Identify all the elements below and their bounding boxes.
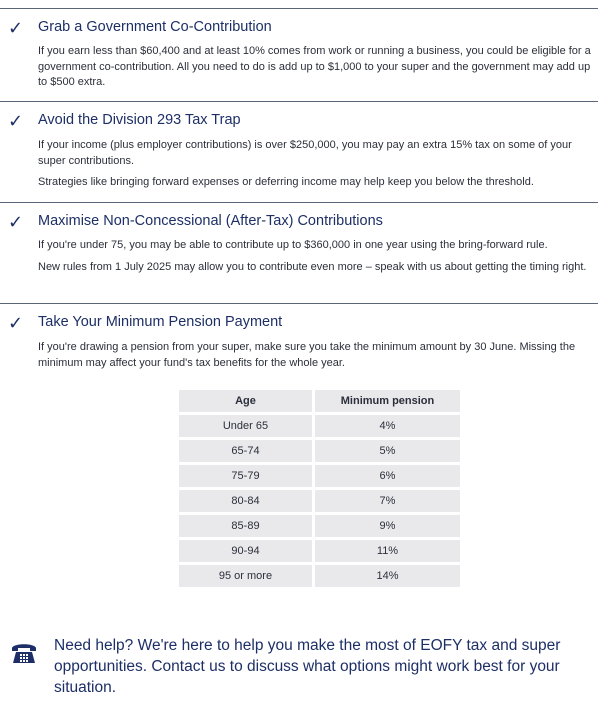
checkmark-icon: ✓ (8, 212, 24, 232)
section-title: Take Your Minimum Pension Payment (38, 314, 283, 330)
telephone-icon (11, 641, 37, 665)
section-paragraph: If you're under 75, you may be able to contribute up to $360,000 in one year using the bring-forward rule. (38, 239, 548, 251)
age-cell: 75-79 (179, 465, 312, 487)
section-paragraph: If you're drawing a pension from your super, make sure you take the minimum amount by 30 June. Missing the minimum may affect your fund's tax benefits for the whole year. (38, 341, 576, 369)
pension-cell: 11% (315, 540, 460, 562)
section-minimum-pension (0, 303, 598, 384)
section-division-293 (0, 101, 598, 202)
section-title: Grab a Government Co-Contribution (38, 19, 272, 35)
table-row (179, 565, 460, 587)
section-co-contribution (0, 8, 598, 101)
table-header-row (179, 390, 460, 412)
pension-cell: 14% (315, 565, 460, 587)
table-row (179, 540, 460, 562)
table-row (179, 490, 460, 512)
section-non-concessional (0, 202, 598, 303)
help-text: Need help? We're here to help you make the most of EOFY tax and super opportunities. Contact us to discuss what options might work best for your situation. (54, 637, 561, 696)
pension-cell: 4% (315, 415, 460, 437)
minimum-pension-table (176, 387, 463, 590)
age-cell: Under 65 (179, 415, 312, 437)
checkmark-icon: ✓ (8, 313, 24, 333)
age-cell: 85-89 (179, 515, 312, 537)
column-header-minimum-pension: Minimum pension (315, 390, 460, 412)
section-title: Maximise Non-Concessional (After-Tax) Contributions (38, 213, 383, 229)
age-cell: 90-94 (179, 540, 312, 562)
table-row (179, 465, 460, 487)
section-paragraph: Strategies like bringing forward expenses or deferring income may help keep you below the threshold. (38, 176, 534, 188)
section-paragraph: If you earn less than $60,400 and at least 10% comes from work or running a business, you could be eligible for a government co-contribution. All you need to do is add up to $1,000 to your super and the government may add up to $500 extra. (38, 45, 591, 88)
column-header-age: Age (179, 390, 312, 412)
table-row (179, 440, 460, 462)
pension-cell: 9% (315, 515, 460, 537)
age-cell: 95 or more (179, 565, 312, 587)
checkmark-icon: ✓ (8, 111, 24, 131)
section-paragraph: If your income (plus employer contributions) is over $250,000, you may pay an extra 15% tax on some of your super contributions. (38, 139, 572, 167)
section-title: Avoid the Division 293 Tax Trap (38, 112, 241, 128)
section-paragraph: New rules from 1 July 2025 may allow you to contribute even more – speak with us about getting the timing right. (38, 261, 587, 273)
age-cell: 65-74 (179, 440, 312, 462)
pension-cell: 5% (315, 440, 460, 462)
age-cell: 80-84 (179, 490, 312, 512)
pension-cell: 7% (315, 490, 460, 512)
table-row (179, 415, 460, 437)
pension-cell: 6% (315, 465, 460, 487)
table-row (179, 515, 460, 537)
checkmark-icon: ✓ (8, 18, 24, 38)
